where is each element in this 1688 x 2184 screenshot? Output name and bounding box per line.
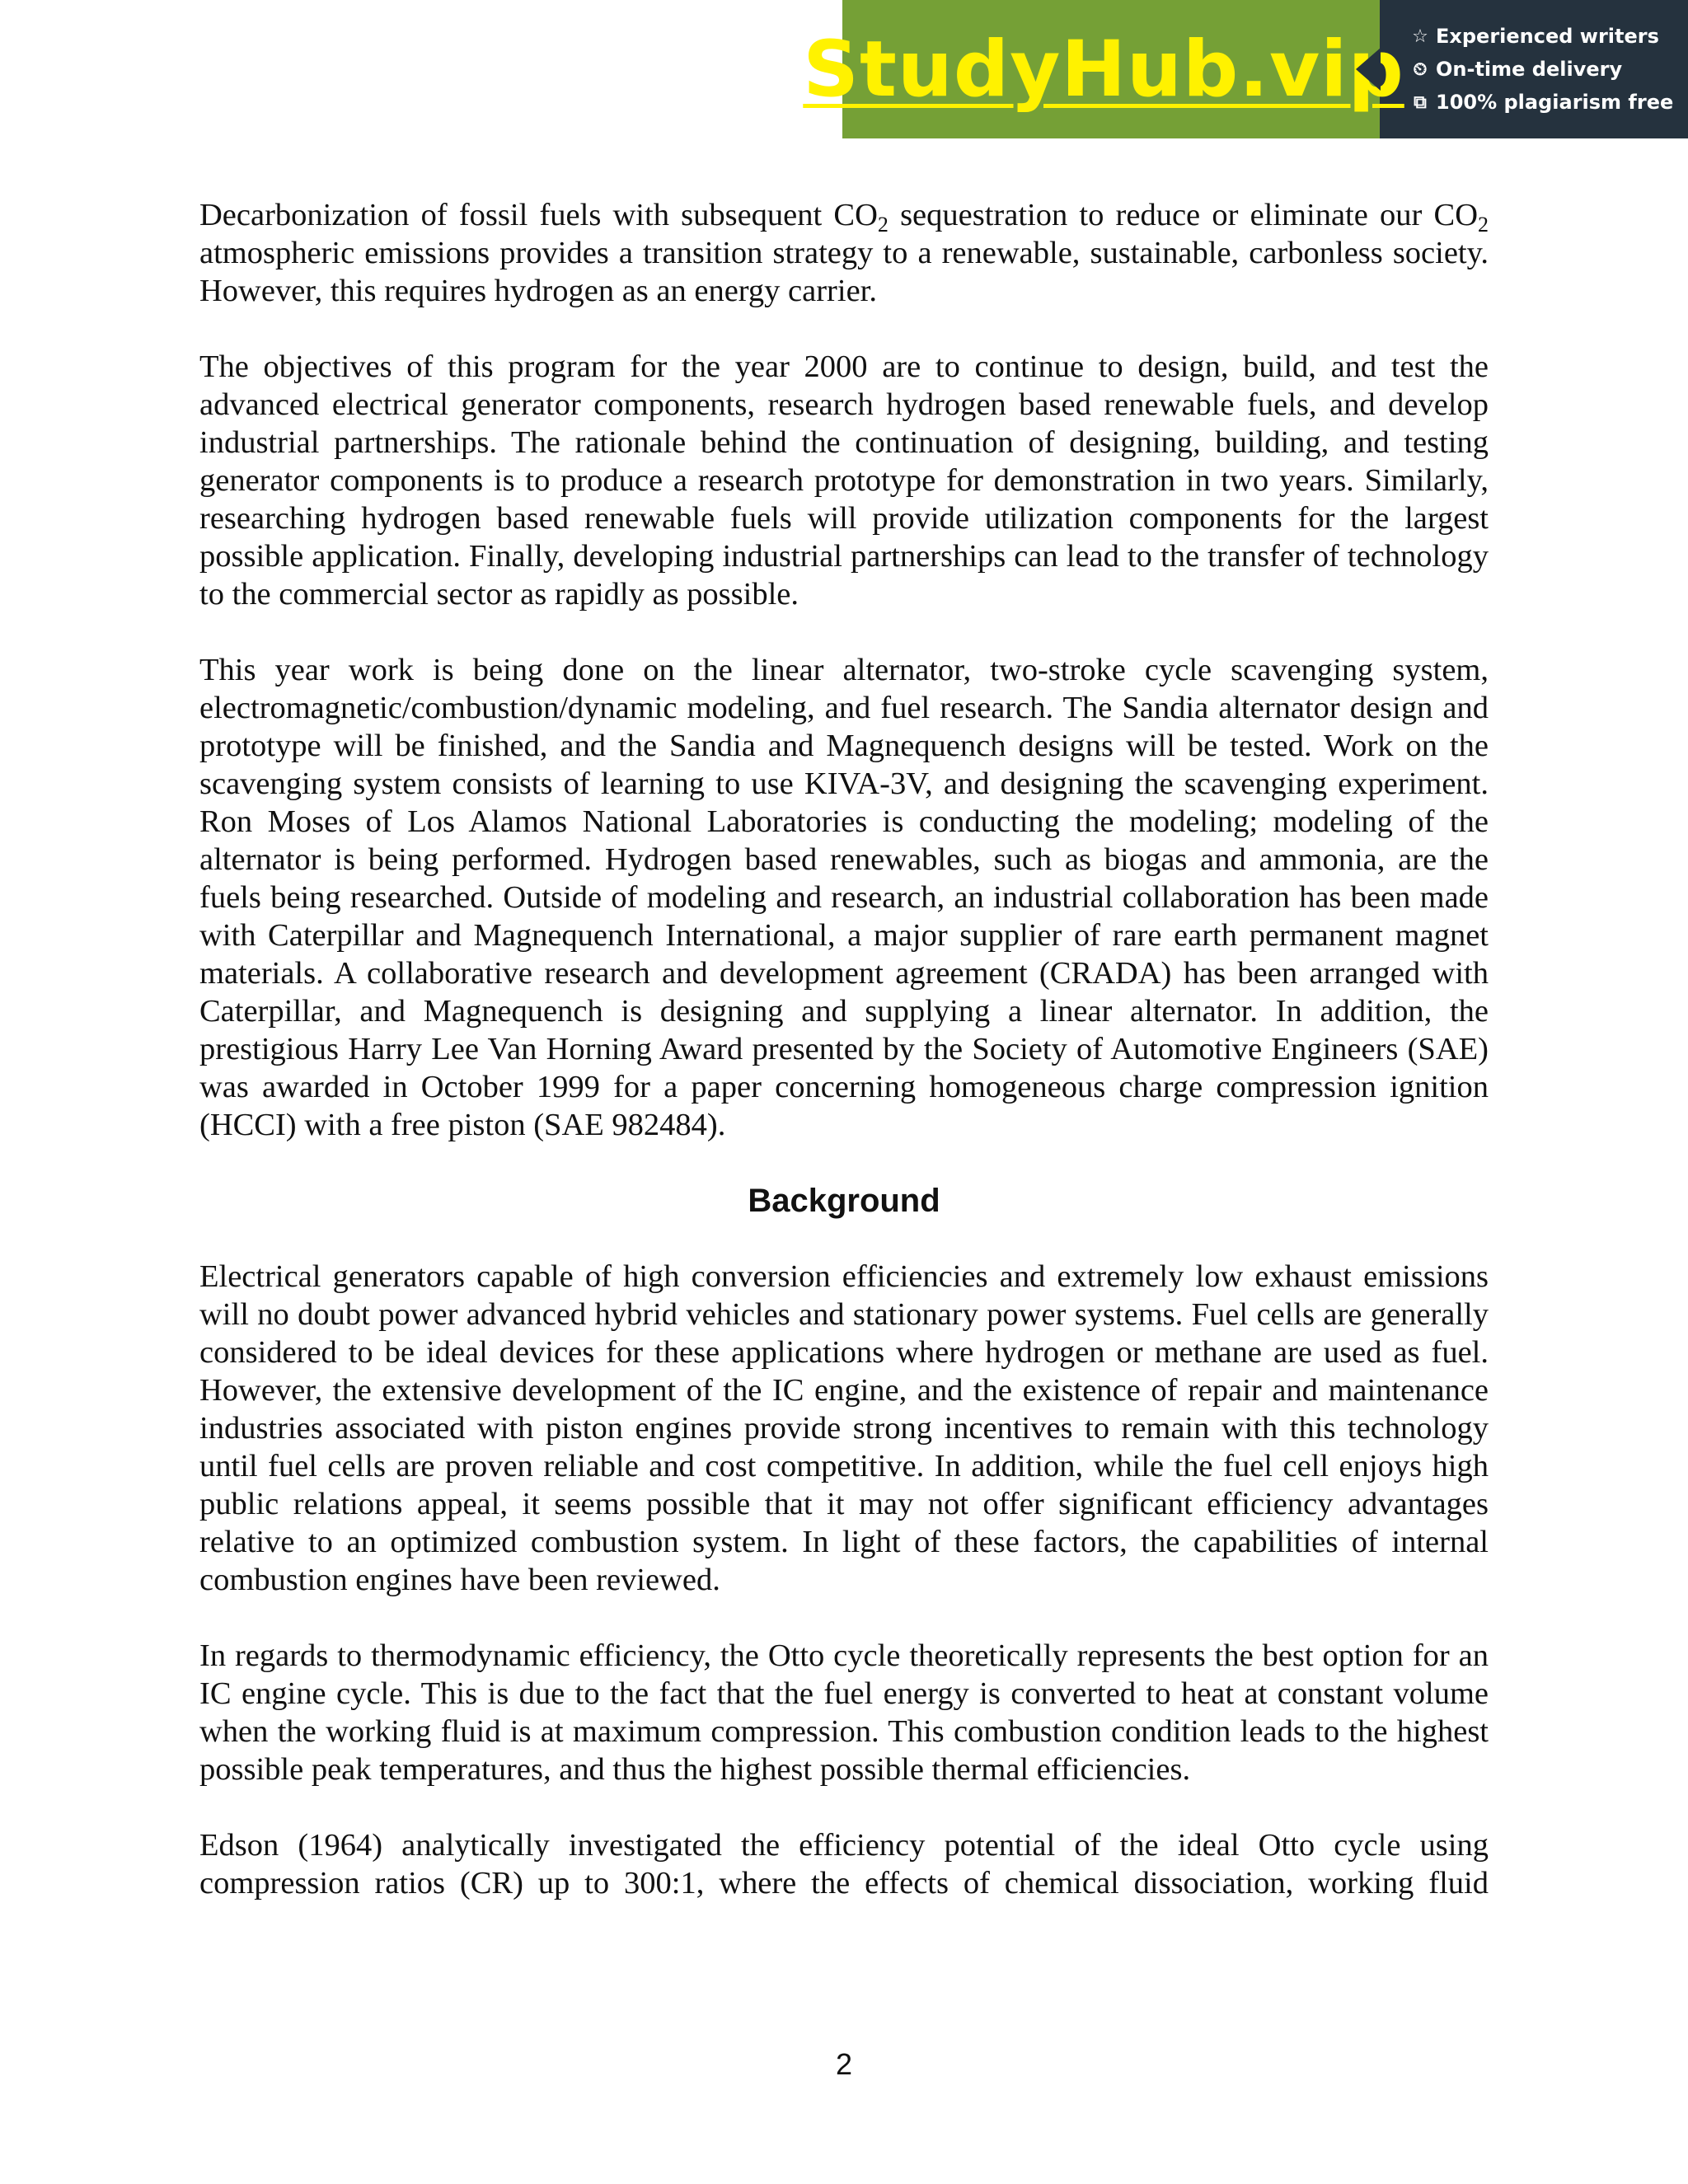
section-heading-background: Background: [748, 1183, 940, 1219]
banner-notch: [1356, 48, 1381, 91]
text-run: sequestration to reduce or eliminate our CO: [888, 198, 1478, 232]
text-run: Decarbonization of fossil fuels with subsequent CO: [199, 198, 878, 232]
paragraph-decarbonization: [199, 196, 1489, 310]
document-body: [199, 196, 1489, 1940]
feature-item: [1409, 91, 1688, 114]
subscript: 2: [1478, 213, 1489, 237]
paragraph-electrical-generators: Electrical generators capable of high conversion efficiencies and extremely low exhaust emissions will no doubt power advanced hybrid vehicles and stationary power systems. Fuel cells are generally considered to be ideal devices for these applications where hydrogen or methane are used as fuel. However, the extensive development of the IC engine, and the existence of repair and maintenance industries associated with piston engines provide strong incentives to remain with this technology until fuel cells are proven reliable and cost competitive. In addition, while the fuel cell enjoys high public relations appeal, it seems possible that it may not offer significant efficiency advantages relative to an optimized combustion system. In light of these factors, the capabilities of internal combustion engines have been reviewed.: [199, 1259, 1489, 1597]
paragraph-objectives: The objectives of this program for the year 2000 are to continue to design, build, and test the advanced electrical generator components, research hydrogen based renewable fuels, and develop industrial partnerships. The rationale behind the continuation of designing, building, and testing generator components is to produce a research prototype for demonstration in two years. Similarly, researching hydrogen based renewable fuels will provide utilization components for the largest possible application. Finally, developing industrial partnerships can lead to the transfer of technology to the commercial sector as rapidly as possible.: [199, 349, 1489, 612]
text-run: atmospheric emissions provides a transition strategy to a renewable, sustainable, carbonless society. However, this requires hydrogen as an energy carrier.: [199, 236, 1489, 308]
feature-label: Experienced writers: [1436, 25, 1659, 48]
logo-text: StudyHub.vip: [803, 24, 1404, 115]
star-icon: ☆: [1412, 26, 1428, 47]
studyhub-logo[interactable]: [803, 0, 1404, 138]
feature-label: 100% plagiarism free: [1436, 91, 1674, 114]
feature-label: On-time delivery: [1436, 58, 1623, 81]
feature-list: [1380, 0, 1688, 138]
clock-icon: ⏲: [1413, 59, 1428, 80]
paragraph-edson: Edson (1964) analytically investigated the efficiency potential of the ideal Otto cycle using compression ratios (CR) up to 300:1, where the effects of chemical dissociation, working fluid: [199, 1828, 1489, 1900]
paragraph-this-year-work: This year work is being done on the linear alternator, two-stroke cycle scavenging system, electromagnetic/combustion/dynamic modeling, and fuel research. The Sandia alternator design and prototype will be finished, and the Sandia and Magnequench designs will be tested. Work on the scavenging system consists of learning to use KIVA-3V, and designing the scavenging experiment. Ron Moses of Los Alamos National Laboratories is conducting the modeling; modeling of the alternator is being performed. Hydrogen based renewables, such as biogas and ammonia, are the fuels being researched. Outside of modeling and research, an industrial collaboration has been made with Caterpillar and Magnequench International, a major supplier of rare earth permanent magnet materials. A collaborative research and development agreement (CRADA) has been arranged with Caterpillar, and Magnequench is designing and supplying a linear alternator. In addition, the prestigious Harry Lee Van Horning Award presented by the Society of Automotive Engineers (SAE) was awarded in October 1999 for a paper concerning homogeneous charge compression ignition (HCCI) with a free piston (SAE 982484).: [199, 653, 1489, 1142]
subscript: 2: [877, 213, 889, 237]
page-number: 2: [835, 2047, 853, 2081]
copy-icon: ⧉: [1414, 91, 1427, 113]
feature-item: [1409, 25, 1688, 48]
studyhub-banner[interactable]: [803, 0, 1688, 138]
paragraph-thermodynamic-efficiency: In regards to thermodynamic efficiency, the Otto cycle theoretically represents the best option for an IC engine cycle. This is due to the fact that the fuel energy is converted to heat at constant volume when the working fluid is at maximum compression. This combustion condition leads to the highest possible peak temperatures, and thus the highest possible thermal efficiencies.: [199, 1638, 1489, 1787]
feature-item: [1409, 58, 1688, 81]
